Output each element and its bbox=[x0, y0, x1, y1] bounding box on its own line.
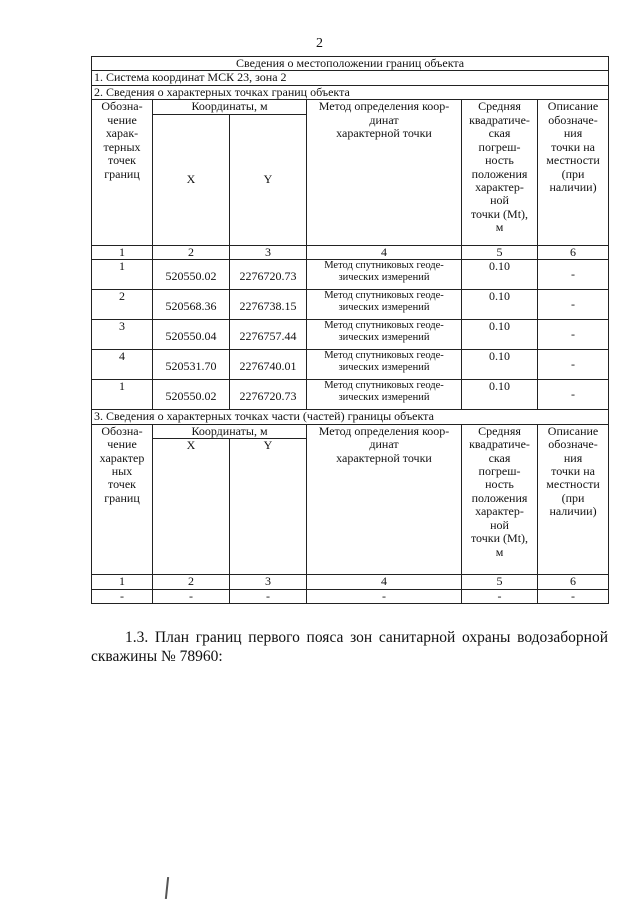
method-cell: Метод спутниковых геоде- зических измерений bbox=[307, 260, 462, 290]
description-value: - bbox=[538, 290, 609, 320]
header-method: Метод определения коор- динат характерной точки bbox=[307, 100, 462, 245]
description-value: - bbox=[538, 260, 609, 290]
coord-y: 2276740.01 bbox=[230, 350, 307, 380]
method-cell: Метод спутниковых геоде- зических измерений bbox=[307, 320, 462, 350]
scan-mark bbox=[165, 877, 169, 899]
coord-x: 520550.02 bbox=[153, 380, 230, 410]
coord-x: 520568.36 bbox=[153, 290, 230, 320]
header-error: Средняя квадратиче- ская погреш- ность положения характер- ной точки (Mt), м bbox=[462, 100, 538, 245]
table-title: Сведения о местоположении границ объекта bbox=[92, 57, 609, 71]
empty-cell: - bbox=[153, 589, 230, 603]
coordinate-system: 1. Система координат МСК 23, зона 2 bbox=[92, 71, 609, 85]
coord-y: 2276720.73 bbox=[230, 260, 307, 290]
coord-x: 520550.02 bbox=[153, 260, 230, 290]
description-value: - bbox=[538, 380, 609, 410]
col-number: 3 bbox=[230, 245, 307, 259]
coord-y: 2276720.73 bbox=[230, 380, 307, 410]
col-number: 2 bbox=[153, 575, 230, 589]
description-value: - bbox=[538, 350, 609, 380]
point-id: 1 bbox=[92, 260, 153, 290]
method-cell: Метод спутниковых геоде- зических измерений bbox=[307, 290, 462, 320]
point-id: 4 bbox=[92, 350, 153, 380]
error-value: 0.10 bbox=[462, 320, 538, 350]
empty-cell: - bbox=[462, 589, 538, 603]
col-number: 5 bbox=[462, 575, 538, 589]
plan-paragraph: 1.3. План границ первого пояса зон санитарной охраны водозаборной скважины № 78960: bbox=[91, 629, 608, 665]
error-value: 0.10 bbox=[462, 350, 538, 380]
table-row bbox=[92, 260, 609, 290]
table-row bbox=[92, 350, 609, 380]
point-id: 2 bbox=[92, 290, 153, 320]
error-value: 0.10 bbox=[462, 290, 538, 320]
empty-cell: - bbox=[92, 589, 153, 603]
coord-y: 2276757.44 bbox=[230, 320, 307, 350]
header-x: X bbox=[153, 439, 230, 575]
page-number: 2 bbox=[316, 36, 323, 51]
col-number: 5 bbox=[462, 245, 538, 259]
header-error: Средняя квадратиче- ская погреш- ность положения характер- ной точки (Mt), м bbox=[462, 424, 538, 574]
method-cell: Метод спутниковых геоде- зических измерений bbox=[307, 380, 462, 410]
error-value: 0.10 bbox=[462, 260, 538, 290]
point-id: 3 bbox=[92, 320, 153, 350]
table-row bbox=[92, 320, 609, 350]
point-id: 1 bbox=[92, 380, 153, 410]
header-coordinates: Координаты, м bbox=[153, 424, 307, 438]
description-value: - bbox=[538, 320, 609, 350]
col-number: 3 bbox=[230, 575, 307, 589]
col-number: 6 bbox=[538, 575, 609, 589]
col-number: 4 bbox=[307, 245, 462, 259]
section-3-title: 3. Сведения о характерных точках части (частей) границы объекта bbox=[92, 410, 609, 424]
header-description: Описание обозначе- ния точки на местности (при наличии) bbox=[538, 100, 609, 245]
header-coordinates: Координаты, м bbox=[153, 100, 307, 114]
error-value: 0.10 bbox=[462, 380, 538, 410]
empty-cell: - bbox=[230, 589, 307, 603]
coord-y: 2276738.15 bbox=[230, 290, 307, 320]
header-description: Описание обозначе- ния точки на местности (при наличии) bbox=[538, 424, 609, 574]
table-row bbox=[92, 380, 609, 410]
empty-cell: - bbox=[307, 589, 462, 603]
section-2-title: 2. Сведения о характерных точках границ объекта bbox=[92, 85, 609, 99]
table-row bbox=[92, 589, 609, 603]
header-method: Метод определения коор- динат характерной точки bbox=[307, 424, 462, 574]
header-point-label: Обозна- чение характер ных точек границ bbox=[92, 424, 153, 574]
header-x: X bbox=[153, 114, 230, 245]
header-y: Y bbox=[230, 439, 307, 575]
boundary-table bbox=[91, 56, 609, 604]
col-number: 1 bbox=[92, 245, 153, 259]
header-y: Y bbox=[230, 114, 307, 245]
coord-x: 520550.04 bbox=[153, 320, 230, 350]
col-number: 4 bbox=[307, 575, 462, 589]
col-number: 6 bbox=[538, 245, 609, 259]
method-cell: Метод спутниковых геоде- зических измерений bbox=[307, 350, 462, 380]
table-row bbox=[92, 290, 609, 320]
coord-x: 520531.70 bbox=[153, 350, 230, 380]
col-number: 2 bbox=[153, 245, 230, 259]
col-number: 1 bbox=[92, 575, 153, 589]
empty-cell: - bbox=[538, 589, 609, 603]
header-point-label: Обозна- чение харак- терных точек границ bbox=[92, 100, 153, 245]
